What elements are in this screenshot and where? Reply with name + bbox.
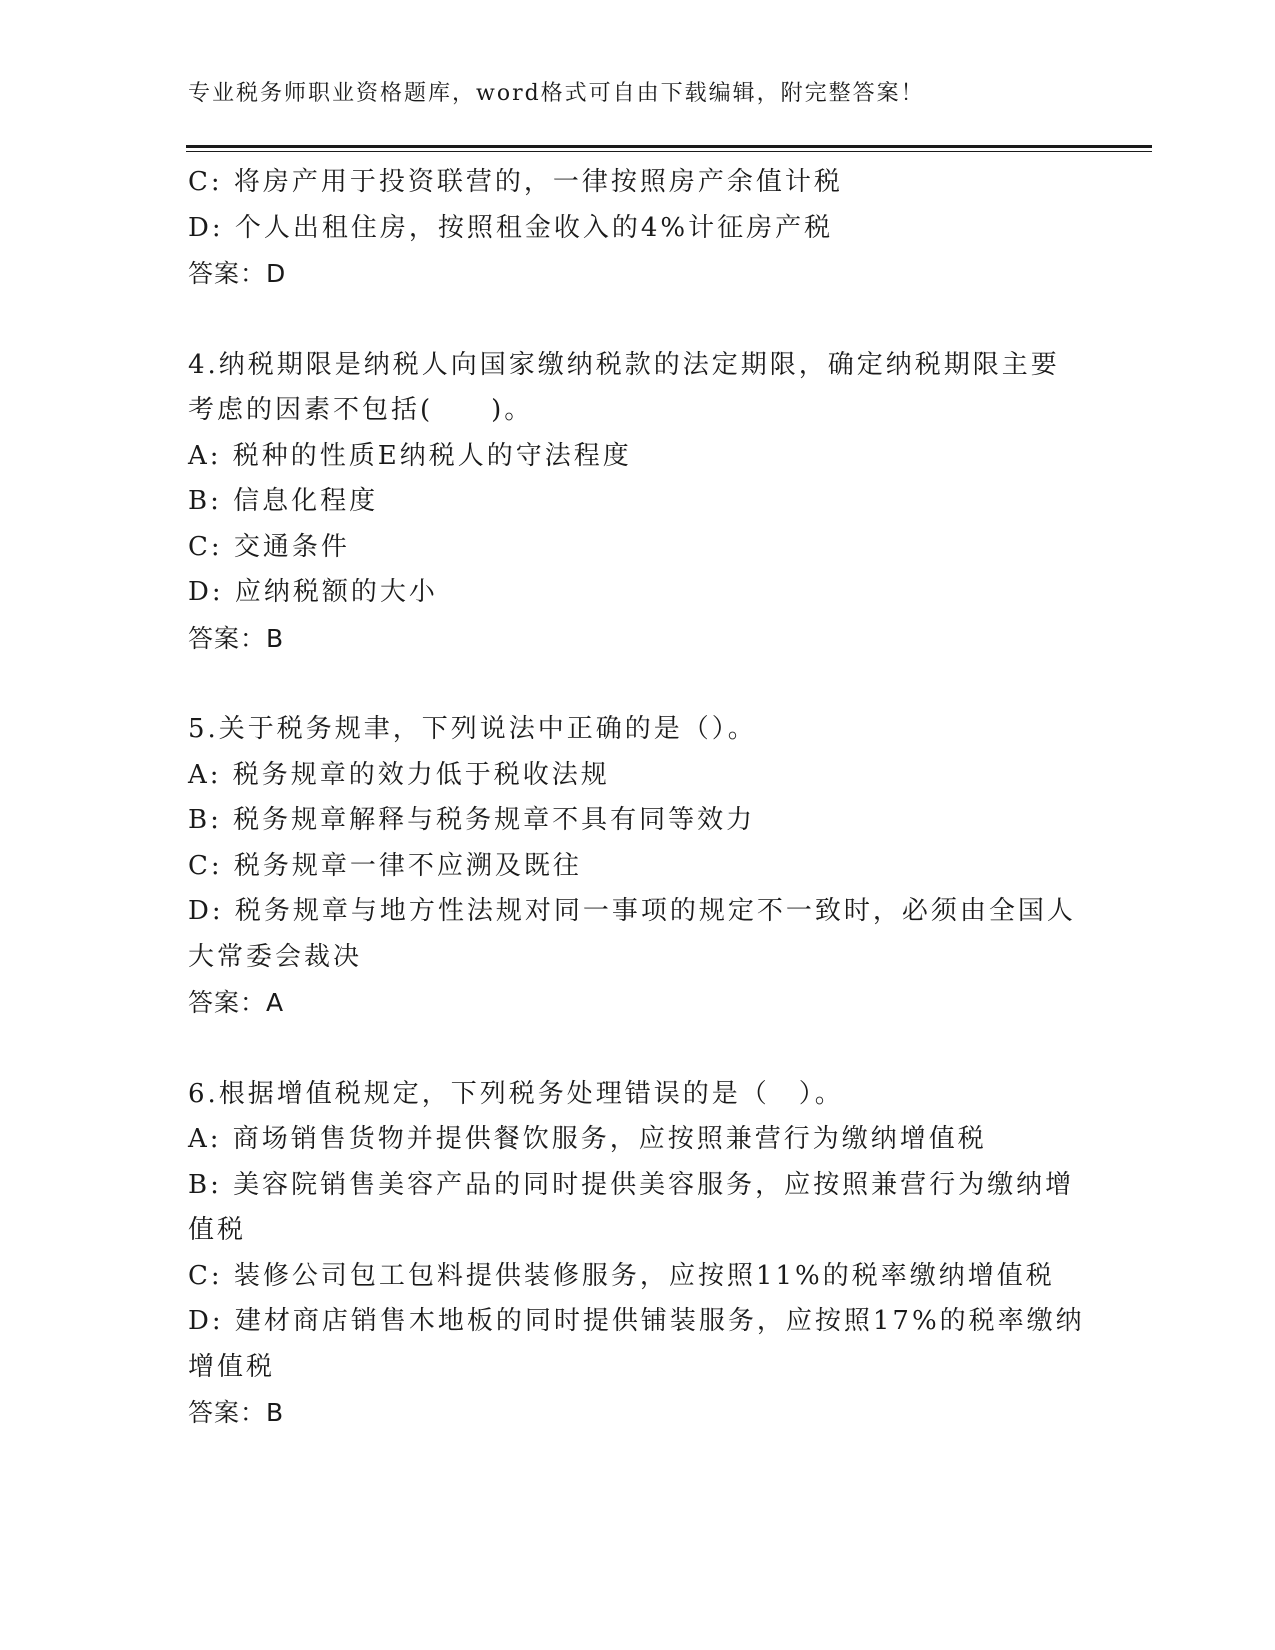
option-b: B: 美容院销售美容产品的同时提供美容服务，应按照兼营行为缴纳增 <box>188 1169 1075 1200</box>
question-stem: 考虑的因素不包括( )。 <box>188 395 534 425</box>
answer-line: 答案：A <box>188 988 285 1017</box>
option-d: D: 税务规章与地方性法规对同一事项的规定不一致时，必须由全国人 <box>188 896 1076 926</box>
spacer <box>188 1026 1088 1072</box>
question-5 <box>188 707 1088 1026</box>
option-b: B: 信息化程度 <box>188 486 379 516</box>
option-b-continued: 值税 <box>188 1215 247 1245</box>
option-a: A: 商场销售货物并提供餐饮服务，应按照兼营行为缴纳增值税 <box>188 1124 987 1154</box>
header-rule-thin <box>186 151 1152 152</box>
answer-line: 答案：D <box>188 259 287 288</box>
question-content <box>188 160 1088 1436</box>
spacer <box>188 297 1088 343</box>
option-c: C: 交通条件 <box>188 531 350 562</box>
question-stem: 6.根据增值税规定，下列税务处理错误的是（ ）。 <box>188 1078 844 1109</box>
question-4 <box>188 343 1088 662</box>
option-a: A: 税种的性质E纳税人的守法程度 <box>188 440 632 471</box>
option-d: D: 应纳税额的大小 <box>188 577 438 607</box>
option-b: B: 税务规章解释与税务规章不具有同等效力 <box>188 805 756 835</box>
answer-line: 答案：B <box>188 1398 285 1427</box>
header-rule-thick <box>186 145 1152 148</box>
option-c: C: 装修公司包工包料提供装修服务，应按照11%的税率缴纳增值税 <box>188 1260 1055 1291</box>
question-stem: 4.纳税期限是纳税人向国家缴纳税款的法定期限，确定纳税期限主要 <box>188 349 1060 380</box>
option-d-continued: 增值税 <box>188 1351 276 1382</box>
question-6 <box>188 1072 1088 1436</box>
option-d: D: 建材商店销售木地板的同时提供铺装服务，应按照17%的税率缴纳 <box>188 1306 1085 1336</box>
option-a: A: 税务规章的效力低于税收法规 <box>188 759 610 790</box>
page-header: 专业税务师职业资格题库，word格式可自由下载编辑，附完整答案！ <box>188 81 925 106</box>
option-d: D: 个人出租住房，按照租金收入的4%计征房产税 <box>188 212 834 243</box>
option-d-continued: 大常委会裁决 <box>188 941 363 972</box>
question-stem: 5.关于税务规聿，下列说法中正确的是（）。 <box>188 714 757 744</box>
option-c: C: 将房产用于投资联营的，一律按照房产余值计税 <box>188 167 843 197</box>
option-c: C: 税务规章一律不应溯及既往 <box>188 850 582 881</box>
answer-line: 答案：B <box>188 623 285 653</box>
spacer <box>188 661 1088 707</box>
